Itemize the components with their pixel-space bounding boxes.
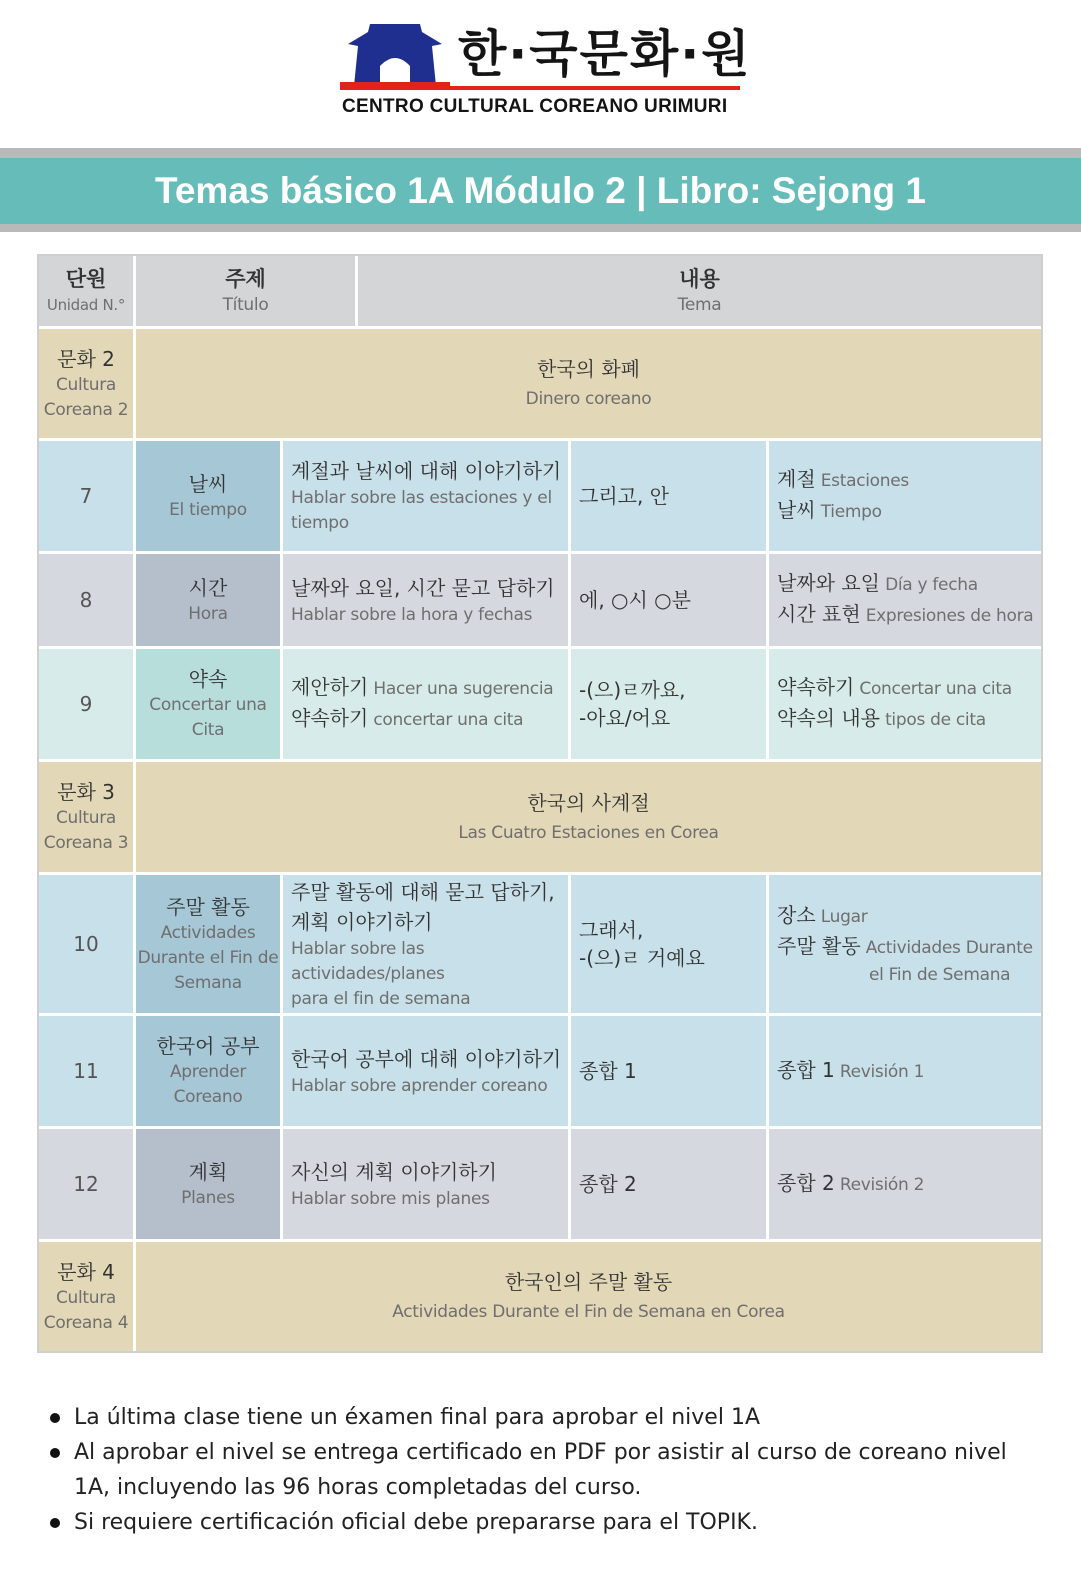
unit-title-es: Hora xyxy=(188,603,228,624)
unit-title-ko: 한국어 공부 xyxy=(156,1034,260,1058)
unit-title xyxy=(136,441,280,551)
vocab-item xyxy=(777,1056,924,1087)
culture-label-es: Cultura xyxy=(55,808,117,828)
grammar-cell xyxy=(571,441,766,551)
vocab-ko: 약속하기 xyxy=(777,675,855,699)
culture-label xyxy=(39,329,133,438)
vocab-ko: 날씨 xyxy=(777,498,816,522)
logo-korean-name: 한·국문화·원 xyxy=(458,25,752,83)
unit-number xyxy=(39,554,133,646)
culture-topic xyxy=(136,762,1041,872)
vocab-cell xyxy=(769,649,1041,759)
function-es: Hablar sobre las actividades/planes xyxy=(291,938,445,984)
logo-underline xyxy=(340,86,740,90)
grammar-cell xyxy=(571,1016,766,1126)
culture-label-es: Cultura xyxy=(55,374,117,395)
header-unit xyxy=(39,256,133,326)
grammar-text: -(으)ㄹ까요, xyxy=(579,678,686,702)
unit-title-es: Planes xyxy=(181,1187,235,1208)
culture-topic-es: Actividades Durante el Fin de Semana en Corea xyxy=(392,1302,785,1322)
palace-roof-icon xyxy=(340,22,450,92)
unit-title-es: Concertar una xyxy=(149,695,267,715)
function-ko: 주말 활동에 대해 묻고 답하기, xyxy=(291,879,555,904)
function-ko: 자신의 계획 이야기하기 xyxy=(291,1159,497,1184)
culture-topic-ko: 한국의 사계절 xyxy=(527,790,650,815)
unit-title-es: Cita xyxy=(191,720,225,740)
grammar-text: 종합 1 xyxy=(579,1059,637,1083)
banner-title: Temas básico 1A Módulo 2 | Libro: Sejong 1 xyxy=(154,170,927,211)
unit-number xyxy=(39,1016,133,1126)
unit-title xyxy=(136,554,280,646)
bullet-icon xyxy=(50,1518,60,1528)
banner-bottom-border xyxy=(0,224,1081,232)
culture-topic-es: Dinero coreano xyxy=(525,389,652,409)
culture-topic xyxy=(136,329,1041,438)
function-es: concertar una cita xyxy=(373,710,524,730)
vocab-es: Revisión 2 xyxy=(839,1174,925,1195)
culture-topic-es: Las Cuatro Estaciones en Corea xyxy=(458,822,719,843)
unit-title-ko: 시간 xyxy=(188,575,228,600)
unit-title-ko: 날씨 xyxy=(188,471,228,496)
unit-title xyxy=(136,1016,280,1126)
function-cell xyxy=(283,875,568,1013)
vocab-es: Concertar una cita xyxy=(859,679,1012,699)
vocab-ko: 시간 표현 xyxy=(777,602,861,626)
vocab-item xyxy=(777,673,1012,704)
culture-label xyxy=(39,1242,133,1351)
unit-title-es: Coreano xyxy=(173,1087,243,1107)
header-unit-ko: 단원 xyxy=(65,266,107,291)
unit-number-text: 8 xyxy=(79,588,93,612)
unit-number-text: 7 xyxy=(79,484,93,508)
unit-number xyxy=(39,875,133,1013)
function-ko: 날짜와 요일, 시간 묻고 답하기 xyxy=(291,575,555,600)
function-es: para el fin de semana xyxy=(291,988,471,1009)
unit-title xyxy=(136,1129,280,1239)
culture-label-es: Coreana 2 xyxy=(43,399,129,420)
vocab-item xyxy=(777,465,909,496)
culture-label-ko: 문화 3 xyxy=(57,780,115,804)
curriculum-table xyxy=(37,254,1043,1353)
vocab-es: el Fin de Semana xyxy=(869,964,1011,985)
function-ko: 계획 이야기하기 xyxy=(291,909,433,934)
vocab-cell xyxy=(769,441,1041,551)
function-ko: 계절과 날씨에 대해 이야기하기 xyxy=(291,459,562,483)
function-es: tiempo xyxy=(291,513,349,533)
grammar-text: -아요/어요 xyxy=(579,706,671,730)
function-es: Hablar sobre mis planes xyxy=(291,1188,490,1209)
vocab-cell xyxy=(769,1016,1041,1126)
vocab-es: Día y fecha xyxy=(885,575,978,595)
grammar-text: 종합 2 xyxy=(579,1172,637,1196)
function-cell xyxy=(283,1016,568,1126)
grammar-text: -(으)ㄹ 거예요 xyxy=(579,946,705,970)
function-item xyxy=(291,704,523,735)
function-cell xyxy=(283,554,568,646)
note-text: Al aprobar el nivel se entrega certificado en PDF por asistir al curso de coreano nivel 1A, incluyendo las 96 horas completadas del curso. xyxy=(74,1440,1007,1500)
logo xyxy=(340,22,752,122)
function-cell xyxy=(283,441,568,551)
function-es: Hablar sobre las estaciones y el xyxy=(291,488,552,508)
function-ko: 제안하기 xyxy=(291,675,369,699)
grammar-text: 그래서, xyxy=(579,918,644,942)
notes-list xyxy=(44,1400,1044,1540)
grammar-text: 그리고, 안 xyxy=(579,484,669,508)
vocab-es: Lugar xyxy=(820,906,868,927)
unit-title-es: Aprender xyxy=(169,1062,247,1082)
function-es: Hablar sobre la hora y fechas xyxy=(291,604,533,625)
function-ko: 약속하기 xyxy=(291,706,369,730)
note-item xyxy=(44,1505,1044,1540)
function-ko: 한국어 공부에 대해 이야기하기 xyxy=(291,1046,562,1071)
culture-label-es: Cultura xyxy=(55,1287,117,1308)
header-title-ko: 주제 xyxy=(225,266,266,291)
unit-title-es: Durante el Fin de xyxy=(137,947,279,968)
header-content-ko: 내용 xyxy=(679,266,720,291)
vocab-es: Estaciones xyxy=(820,471,909,491)
culture-topic-ko: 한국의 화폐 xyxy=(537,357,640,381)
unit-number xyxy=(39,441,133,551)
grammar-cell xyxy=(571,875,766,1013)
vocab-ko: 약속의 내용 xyxy=(777,706,880,730)
vocab-item xyxy=(777,496,882,527)
grammar-cell xyxy=(571,554,766,646)
vocab-ko: 계절 xyxy=(777,467,816,491)
unit-title-ko: 계획 xyxy=(188,1159,228,1184)
unit-number-text: 9 xyxy=(79,692,93,716)
unit-title-ko: 약속 xyxy=(188,667,228,691)
unit-number xyxy=(39,649,133,759)
unit-title-es: Actividades xyxy=(160,922,256,943)
unit-number-text: 11 xyxy=(73,1059,99,1083)
grammar-cell xyxy=(571,1129,766,1239)
note-text: La última clase tiene un éxamen final para aprobar el nivel 1A xyxy=(74,1405,760,1430)
header-unit-es: Unidad N.° xyxy=(46,295,126,314)
header-content xyxy=(358,256,1041,326)
grammar-cell xyxy=(571,649,766,759)
vocab-cell xyxy=(769,875,1041,1013)
function-es: Hablar sobre aprender coreano xyxy=(291,1075,548,1096)
unit-title xyxy=(136,875,280,1013)
header-content-es: Tema xyxy=(677,294,722,315)
vocab-ko: 날짜와 요일 xyxy=(777,571,880,595)
title-banner xyxy=(0,158,1081,224)
culture-topic-ko: 한국인의 주말 활동 xyxy=(504,1270,673,1294)
vocab-es: Expresiones de hora xyxy=(865,606,1034,626)
vocab-ko: 주말 활동 xyxy=(777,933,861,958)
culture-label-es: Coreana 4 xyxy=(43,1312,129,1333)
vocab-item xyxy=(777,901,867,932)
culture-label xyxy=(39,762,133,872)
vocab-cell xyxy=(769,554,1041,646)
unit-title-es: Semana xyxy=(174,972,242,993)
banner-top-border xyxy=(0,148,1081,158)
header-title xyxy=(136,256,355,326)
culture-label-ko: 문화 2 xyxy=(57,346,115,371)
note-text: Si requiere certificación oficial debe prepararse para el TOPIK. xyxy=(74,1510,758,1535)
unit-title xyxy=(136,649,280,759)
unit-title-ko: 주말 활동 xyxy=(166,894,250,919)
vocab-es: Revisión 1 xyxy=(839,1061,925,1082)
bullet-icon xyxy=(50,1413,60,1423)
culture-topic xyxy=(136,1242,1041,1351)
function-item xyxy=(291,673,553,704)
note-item xyxy=(44,1400,1044,1435)
vocab-ko: 종합 1 xyxy=(777,1057,835,1082)
vocab-item xyxy=(777,600,1033,631)
vocab-item xyxy=(777,1169,924,1200)
function-cell xyxy=(283,1129,568,1239)
bullet-icon xyxy=(50,1448,60,1458)
function-es: Hacer una sugerencia xyxy=(373,679,554,699)
unit-number-text: 10 xyxy=(73,932,99,956)
vocab-item xyxy=(777,569,978,600)
logo-subtitle: CENTRO CULTURAL COREANO URIMURI xyxy=(342,96,728,117)
culture-label-es: Coreana 3 xyxy=(43,833,129,853)
unit-number xyxy=(39,1129,133,1239)
vocab-cell xyxy=(769,1129,1041,1239)
vocab-item xyxy=(777,932,1033,963)
unit-number-text: 12 xyxy=(73,1172,99,1196)
vocab-ko: 종합 2 xyxy=(777,1170,835,1195)
vocab-ko: 장소 xyxy=(777,902,816,927)
vocab-es: Actividades Durante xyxy=(865,937,1033,958)
vocab-es: Tiempo xyxy=(820,502,882,522)
function-cell xyxy=(283,649,568,759)
culture-label-ko: 문화 4 xyxy=(57,1259,115,1284)
grammar-text: 에, ○시 ○분 xyxy=(579,588,691,612)
vocab-item xyxy=(777,704,986,735)
note-item xyxy=(44,1435,1044,1505)
unit-title-es: El tiempo xyxy=(169,499,247,520)
vocab-es: tipos de cita xyxy=(885,710,986,730)
header-title-es: Título xyxy=(222,294,269,315)
